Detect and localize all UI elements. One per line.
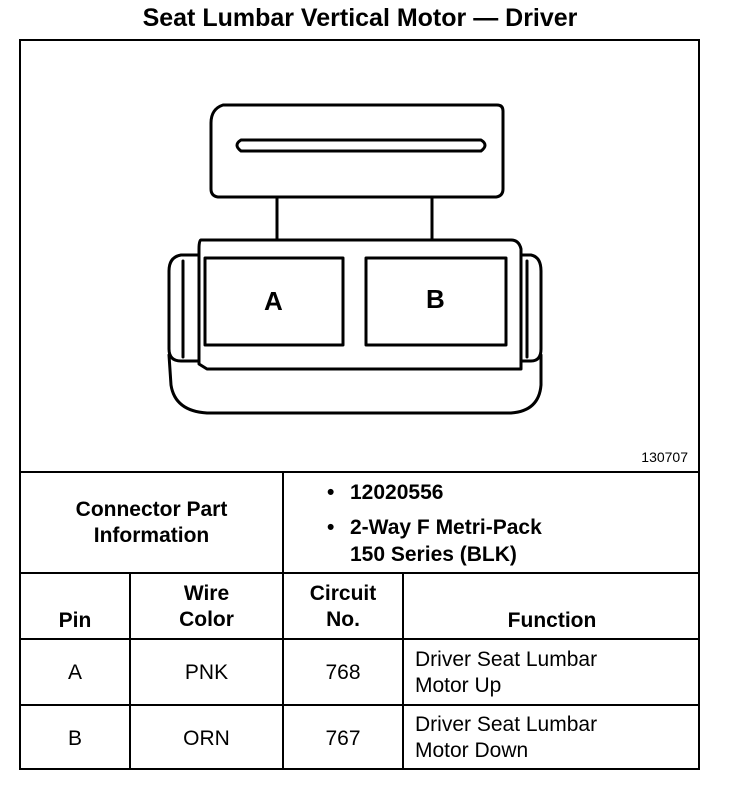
figure-id: 130707 xyxy=(641,449,688,465)
row-b-pin: B xyxy=(67,727,82,750)
divider-figure xyxy=(19,471,700,473)
header-wire-color: Wire Color xyxy=(179,582,234,631)
divider-row-a xyxy=(19,704,700,706)
connector-description-line2: 150 Series (BLK) xyxy=(350,543,517,566)
page-title: Seat Lumbar Vertical Motor — Driver xyxy=(142,4,578,32)
divider-connector-info xyxy=(19,572,700,574)
row-a-function: Driver Seat Lumbar Motor Up xyxy=(415,648,598,697)
connector-part-number: 12020556 xyxy=(350,481,444,504)
divider-table-header xyxy=(19,638,700,640)
connector-description-line1: 2-Way F Metri-Pack xyxy=(350,516,542,539)
row-a-pin: A xyxy=(67,661,82,684)
connector-bullet-1: • xyxy=(327,481,335,504)
cavity-b-label: B xyxy=(426,284,445,314)
row-a-wire-color: PNK xyxy=(184,661,229,684)
header-circuit-no: Circuit No. xyxy=(309,582,377,631)
column-divider-circuit xyxy=(402,572,404,770)
connector-info-label: Connector Part Information xyxy=(75,498,228,547)
header-pin: Pin xyxy=(58,609,92,632)
header-function: Function xyxy=(507,609,597,632)
row-a-circuit: 768 xyxy=(325,661,361,684)
row-b-circuit: 767 xyxy=(325,727,361,750)
row-b-function: Driver Seat Lumbar Motor Down xyxy=(415,713,598,762)
connector-bullet-2: • xyxy=(327,516,335,539)
row-b-wire-color: ORN xyxy=(183,727,230,750)
cavity-a-label: A xyxy=(264,286,283,316)
